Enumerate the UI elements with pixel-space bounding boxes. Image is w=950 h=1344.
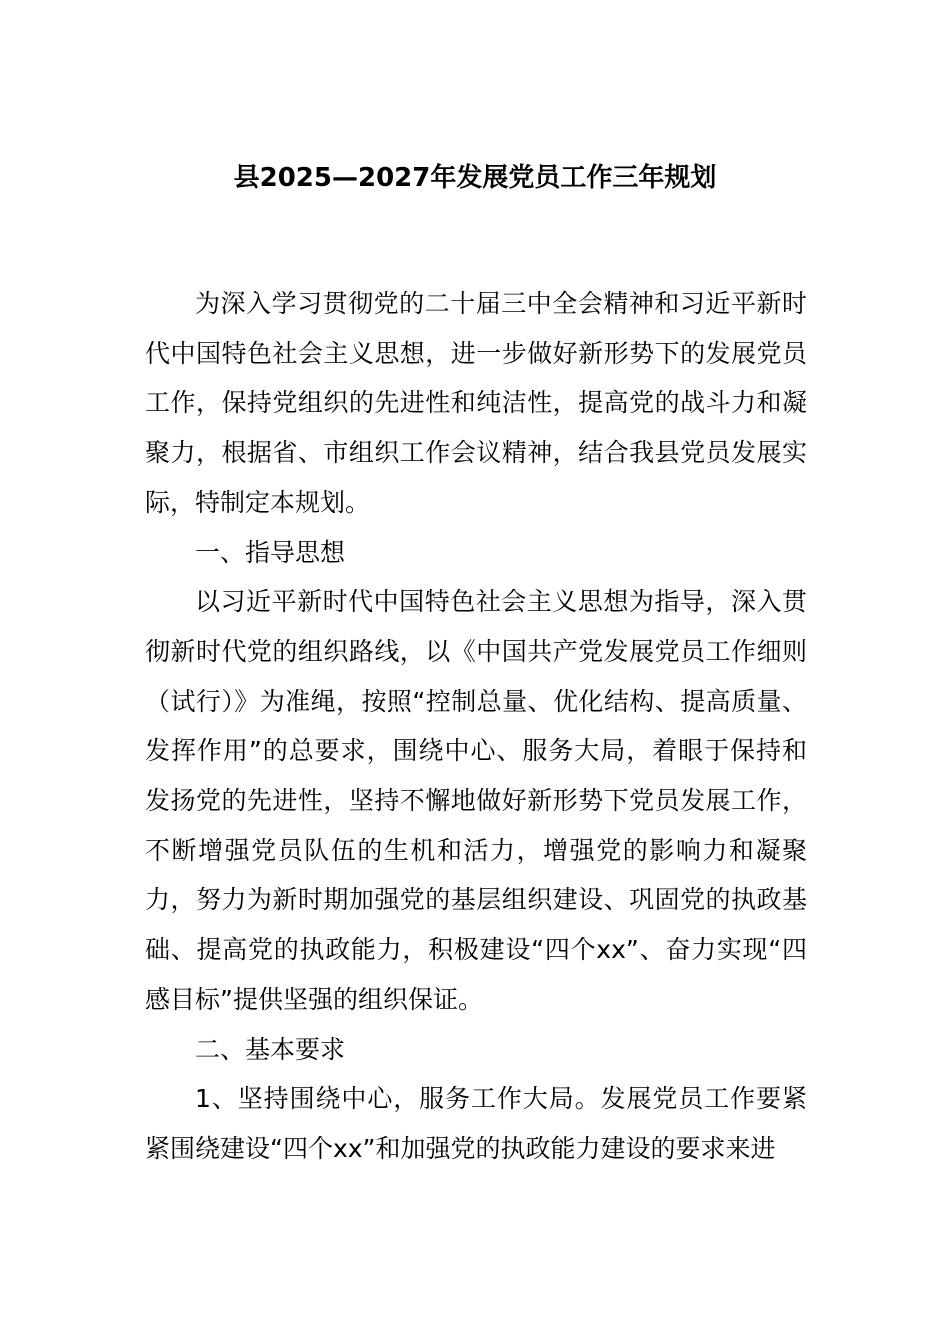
document-body bbox=[145, 279, 807, 1174]
requirement-1-paragraph: 1、坚持围绕中心，服务工作大局。发展党员工作要紧紧围绕建设“四个xx”和加强党的执政能力建设的要求来进 bbox=[145, 1084, 807, 1163]
intro-paragraph: 为深入学习贯彻党的二十届三中全会精神和习近平新时代中国特色社会主义思想，进一步做好新形势下的发展党员工作，保持党组织的先进性和纯洁性，提高党的战斗力和凝聚力，根据省、市组织工作会议精神，结合我县党员发展实际，特制定本规划。 bbox=[145, 289, 807, 517]
document-title: 县2025—2027年发展党员工作三年规划 bbox=[233, 163, 717, 193]
guiding-ideology-paragraph: 以习近平新时代中国特色社会主义思想为指导，深入贯彻新时代党的组织路线，以《中国共产党发展党员工作细则（试行）》为准绳，按照“控制总量、优化结构、提高质量、发挥作用”的总要求，围绕中心、服务大局，着眼于保持和发扬党的先进性，坚持不懈地做好新形势下党员发展工作，不断增强党员队伍的生机和活力，增强党的影响力和凝聚力，努力为新时期加强党的基层组织建设、巩固党的执政基础、提高党的执政能力，积极建设“四个xx”、奋力实现“四感目标”提供坚强的组织保证。 bbox=[145, 587, 807, 1014]
section-heading-guiding-ideology: 一、指导思想 bbox=[195, 537, 346, 567]
section-heading-basic-requirements: 二、基本要求 bbox=[195, 1034, 346, 1064]
